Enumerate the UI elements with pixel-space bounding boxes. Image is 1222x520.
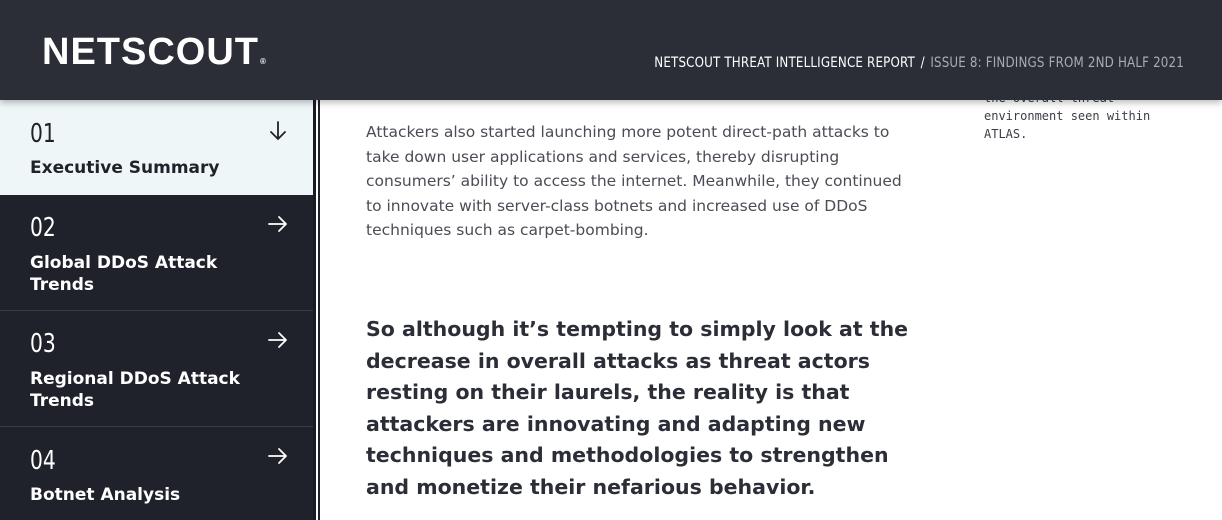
nav-item-label: Executive Summary [30,158,220,178]
nav-item-label: Regional DDoS Attack Trends [30,369,240,411]
body-paragraph: Attackers also started launching more potent direct-path attacks to take down user applications and services, thereby disrupting consumers’ ability to access the internet. Meanwhile, they continued to innovate with server-class botnets and increased use of DDoS techniques such as carpet-bombing. [366,123,902,240]
arrow-right-icon [267,329,289,351]
nav-item-regional-ddos[interactable] [0,311,313,427]
nav-item-number: 01 [30,119,56,149]
site-header [0,0,1222,100]
side-note: environment seen within ATLAS. [984,109,1151,141]
nav-item-executive-summary[interactable] [0,100,313,195]
arrow-right-icon [267,213,289,235]
nav-item-label: Botnet Analysis [30,485,181,505]
arrow-down-icon [267,120,289,142]
nav-item-botnet-analysis[interactable] [0,427,313,520]
chapter-nav [0,100,316,520]
arrow-right-icon [267,445,289,467]
logo-text: NETSCOUT [42,31,259,73]
nav-item-global-ddos[interactable] [0,195,313,311]
nav-item-number: 03 [30,329,56,359]
report-name: NETSCOUT THREAT INTELLIGENCE REPORT [654,55,915,71]
pull-quote: So although it’s tempting to simply look at the decrease in overall attacks as threat actors resting on their laurels, the reality is that attackers are innovating and adapting new techniques and methodologies to strengthen and monetize their nefarious behavior. [366,317,909,499]
issue-label: ISSUE 8: FINDINGS FROM 2ND HALF 2021 [930,55,1184,71]
nav-item-label: Global DDoS Attack Trends [30,253,218,295]
report-title [654,55,1184,71]
nav-item-number: 02 [30,213,56,243]
content-divider [318,100,320,520]
registered-mark: ® [260,57,267,66]
nav-item-number: 04 [30,446,56,476]
netscout-logo[interactable] [42,30,267,84]
title-separator: / [920,55,925,71]
